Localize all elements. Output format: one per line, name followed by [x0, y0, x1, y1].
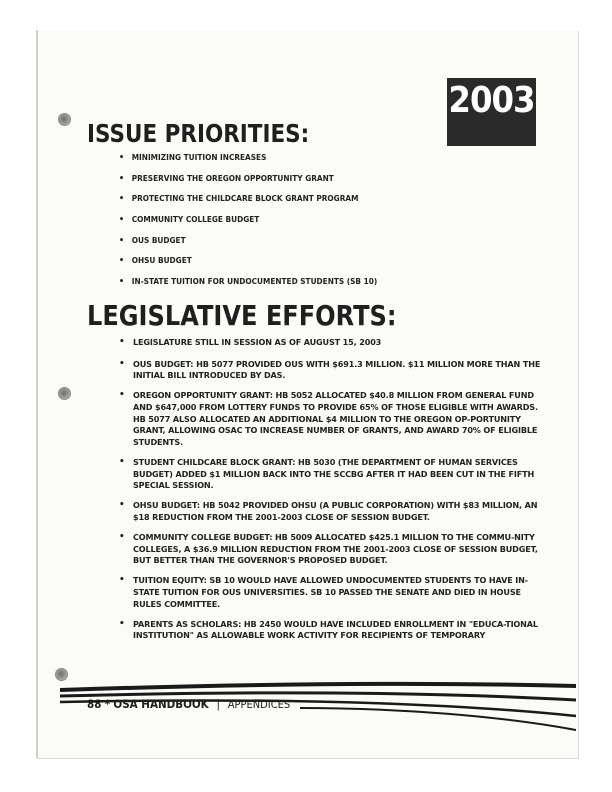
- list-item: • LEGISLATURE STILL IN SESSION AS OF AUGUST 15, 2003: [117, 337, 547, 349]
- binder-hole-top: [58, 113, 71, 126]
- list-item: • IN-STATE TUITION FOR UNDOCUMENTED STUDENTS (SB 10): [117, 276, 393, 297]
- list-item: • PROTECTING THE CHILDCARE BLOCK GRANT PROGRAM: [117, 193, 393, 214]
- list-item: • OREGON OPPORTUNITY GRANT: HB 5052 ALLOCATED $40.8 MILLION FROM GENERAL FUND AND $647,000 FROM LOTTERY FUNDS TO PROVIDE 65% OF THOSE ELIGIBLE WITH AWARDS. HB 5077 ALSO ALLOCATED AN ADDITIONAL $4 MILLION TO THE OREGON OP-PORTUNITY GRANT, ALLOWING OSAC TO INCREASE NUMBER OF GRANTS, AND AWARD 70% OF ELIGIBLE STUDENTS.: [117, 390, 547, 448]
- binder-hole-middle: [58, 387, 71, 400]
- list-item: • STUDENT CHILDCARE BLOCK GRANT: HB 5030 (THE DEPARTMENT OF HUMAN SERVICES BUDGET) ADDED $1 MILLION BACK INTO THE SCCBG AFTER IT HAD BEEN CUT IN THE FIFTH SPECIAL SESSION.: [117, 457, 547, 492]
- section-label: APPENDICES: [227, 698, 291, 711]
- list-item: • OHSU BUDGET: HB 5042 PROVIDED OHSU (A PUBLIC CORPORATION) WITH $83 MILLION, AN $18 REDUCTION FROM THE 2001-2003 CLOSE OF SESSION BUDGET.: [117, 500, 547, 523]
- list-item: • OHSU BUDGET: [117, 255, 393, 276]
- pipe-separator: |: [216, 697, 220, 711]
- list-item: • OUS BUDGET: HB 5077 PROVIDED OUS WITH $691.3 MILLION. $11 MILLION MORE THAN THE INITIAL BILL INTRODUCED BY DAS.: [117, 359, 547, 382]
- list-item: • PRESERVING THE OREGON OPPORTUNITY GRANT: [117, 173, 393, 194]
- issue-priorities-heading: ISSUE PRIORITIES:: [87, 119, 310, 148]
- list-item: • PARENTS AS SCHOLARS: HB 2450 WOULD HAVE INCLUDED ENROLLMENT IN "EDUCA-TIONAL INSTITUTION" AS ALLOWABLE WORK ACTIVITY FOR RECIPIENTS OF TEMPORARY: [117, 619, 547, 642]
- issue-priorities-list: [117, 152, 417, 297]
- legislative-efforts-list: [117, 337, 547, 651]
- list-item: • COMMUNITY COLLEGE BUDGET: [117, 214, 393, 235]
- page-number: 88: [87, 697, 102, 711]
- page-footer: [87, 697, 290, 711]
- star-separator: *: [104, 697, 111, 711]
- handbook-title: OSA HANDBOOK: [113, 697, 209, 711]
- legislative-efforts-heading: LEGISLATIVE EFFORTS:: [87, 299, 397, 332]
- list-item: • COMMUNITY COLLEGE BUDGET: HB 5009 ALLOCATED $425.1 MILLION TO THE COMMU-NITY COLLEGES, A $36.9 MILLION REDUCTION FROM THE 2001-2003 CLOSE OF SESSION BUDGET, BUT BETTER THAN THE GOVERNOR'S PROPOSED BUDGET.: [117, 532, 547, 567]
- list-item: • OUS BUDGET: [117, 235, 393, 256]
- list-item: • MINIMIZING TUITION INCREASES: [117, 152, 393, 173]
- list-item: • TUITION EQUITY: SB 10 WOULD HAVE ALLOWED UNDOCUMENTED STUDENTS TO HAVE IN-STATE TUITION FOR OUS UNIVERSITIES. SB 10 PASSED THE SENATE AND DIED IN HOUSE RULES COMMITTEE.: [117, 575, 547, 610]
- year-badge: 2003: [447, 78, 536, 146]
